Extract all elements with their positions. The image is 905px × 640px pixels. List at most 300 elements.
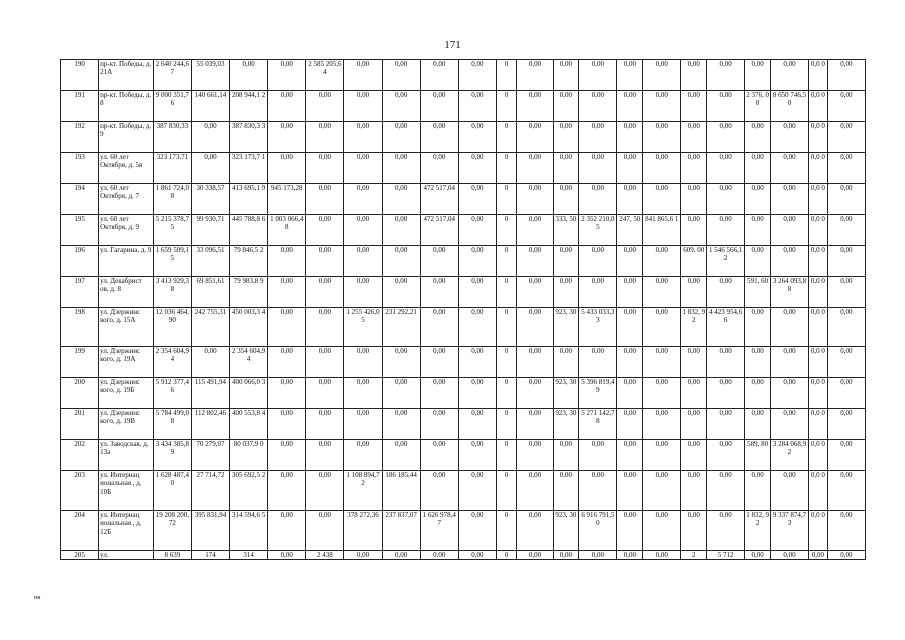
amount-cell: 242 755,31	[191, 308, 229, 347]
amount-cell: 0,00	[770, 246, 808, 277]
table-row	[61, 215, 866, 246]
address-cell: ул. Дзержинс кого, д. 19В	[99, 409, 154, 440]
amount-cell: 140 661,14	[191, 91, 229, 122]
amount-cell: 0,00	[707, 122, 745, 153]
amount-cell: 314	[230, 551, 268, 560]
row-number-cell: 194	[61, 184, 99, 215]
amount-cell: 0,00	[770, 471, 808, 511]
amount-cell: 1 546 566,1 2	[707, 246, 745, 277]
amount-cell: 0,00	[517, 60, 553, 91]
table-row	[61, 409, 866, 440]
amount-cell: 0,00	[517, 409, 553, 440]
amount-cell: 0,00	[643, 122, 681, 153]
amount-cell: 0,00	[458, 215, 496, 246]
amount-cell: 0,00	[643, 551, 681, 560]
amount-cell: 0,00	[306, 153, 344, 184]
amount-cell: 3 264 093,88	[770, 277, 808, 308]
amount-cell: 0,00	[268, 378, 306, 409]
amount-cell: 0,00	[827, 347, 865, 378]
amount-cell: 0,00	[770, 60, 808, 91]
amount-cell: 0,00	[745, 471, 771, 511]
amount-cell: 0,00	[617, 308, 643, 347]
amount-cell: 8 639	[153, 551, 191, 560]
address-cell: ул. Дзержинс кого, д. 15А	[99, 308, 154, 347]
amount-cell: 69 851,61	[191, 277, 229, 308]
amount-cell: 0,00	[745, 184, 771, 215]
amount-cell: 2	[681, 551, 707, 560]
amount-cell: 0,00	[344, 277, 382, 308]
amount-cell: 0	[496, 471, 517, 511]
amount-cell: 0,00	[382, 440, 420, 471]
amount-cell: 0,00	[230, 60, 268, 91]
amount-cell: 0,00	[745, 551, 771, 560]
amount-cell: 0,00	[382, 215, 420, 246]
amount-cell: 0,00	[553, 153, 579, 184]
amount-cell: 0,00	[643, 511, 681, 551]
amount-cell: 0,00	[268, 511, 306, 551]
amount-cell: 1 626 978,47	[420, 511, 458, 551]
amount-cell: 0,00	[517, 347, 553, 378]
amount-cell: 0,00	[707, 277, 745, 308]
amount-cell: 0,0 0	[809, 511, 828, 551]
address-cell: ул. Гагарина, д. 9	[99, 246, 154, 277]
amount-cell: 1 003 066,48	[268, 215, 306, 246]
row-number-cell: 204	[61, 511, 99, 551]
amount-cell: 0,00	[382, 409, 420, 440]
amount-cell: 0,00	[579, 91, 617, 122]
amount-cell: 323 173,71	[153, 153, 191, 184]
amount-cell: 5 784 499,08	[153, 409, 191, 440]
amount-cell: 5 271 142,78	[579, 409, 617, 440]
amount-cell: 9 000 351,76	[153, 91, 191, 122]
amount-cell: 1 659 509,15	[153, 246, 191, 277]
row-number-cell: 190	[61, 60, 99, 91]
table-row	[61, 184, 866, 215]
amount-cell: 0,00	[458, 60, 496, 91]
amount-cell: 0,00	[681, 471, 707, 511]
row-number-cell: 195	[61, 215, 99, 246]
amount-cell: 305 692,5 2	[230, 471, 268, 511]
amount-cell: 0,00	[344, 184, 382, 215]
amount-cell: 115 491,94	[191, 378, 229, 409]
amount-cell: 0,00	[827, 60, 865, 91]
amount-cell: 0,00	[517, 153, 553, 184]
amount-cell: 0,00	[344, 246, 382, 277]
amount-cell: 9 337 874,73	[770, 511, 808, 551]
address-cell: ул. 60 лет Октября, д. 5в	[99, 153, 154, 184]
amount-cell: 0,00	[827, 153, 865, 184]
amount-cell: 0,00	[458, 551, 496, 560]
amount-cell: 0,00	[420, 122, 458, 153]
amount-cell: 0,00	[517, 511, 553, 551]
table-row	[61, 511, 866, 551]
amount-cell: 387 830,3 3	[230, 122, 268, 153]
amount-cell: 0,00	[553, 440, 579, 471]
amount-cell: 0,00	[827, 551, 865, 560]
amount-cell: 0,00	[458, 511, 496, 551]
table-row	[61, 308, 866, 347]
amount-cell: 0	[496, 122, 517, 153]
amount-cell: 0,00	[191, 153, 229, 184]
table-row	[61, 277, 866, 308]
amount-cell: 79 846,5 2	[230, 246, 268, 277]
amount-cell: 0,00	[643, 347, 681, 378]
amount-cell: 0,00	[458, 91, 496, 122]
amount-cell: 0,00	[458, 122, 496, 153]
amount-cell: 0,00	[681, 347, 707, 378]
amount-cell: 186 185,44	[382, 471, 420, 511]
amount-cell: 0,00	[617, 347, 643, 378]
amount-cell: 27 714,72	[191, 471, 229, 511]
amount-cell: 0,00	[458, 409, 496, 440]
amount-cell: 3 413 929,38	[153, 277, 191, 308]
amount-cell: 0,00	[707, 215, 745, 246]
amount-cell: 231 292,21	[382, 308, 420, 347]
amount-cell: 0,00	[553, 277, 579, 308]
amount-cell: 0	[496, 378, 517, 409]
amount-cell: 0,00	[553, 60, 579, 91]
amount-cell: 0,00	[420, 347, 458, 378]
amount-cell: 0,00	[382, 246, 420, 277]
amount-cell: 0,00	[553, 91, 579, 122]
amount-cell: 0,00	[707, 471, 745, 511]
amount-cell: 247, 50	[617, 215, 643, 246]
row-number-cell: 205	[61, 551, 99, 560]
amount-cell: 79 983,8 9	[230, 277, 268, 308]
amount-cell: 0,00	[553, 347, 579, 378]
amount-cell: 0,00	[306, 511, 344, 551]
amount-cell: 0,0 0	[809, 277, 828, 308]
amount-cell: 33 096,51	[191, 246, 229, 277]
amount-cell: 5 912 377,46	[153, 378, 191, 409]
amount-cell: 0,00	[745, 122, 771, 153]
row-number-cell: 196	[61, 246, 99, 277]
amount-cell: 609, 00	[681, 246, 707, 277]
address-cell: ул. 60 лет Октября, д. 7	[99, 184, 154, 215]
amount-cell: 5 433 033,33	[579, 308, 617, 347]
amount-cell: 174	[191, 551, 229, 560]
amount-cell: 0,00	[344, 91, 382, 122]
amount-cell: 0,00	[306, 378, 344, 409]
amount-cell: 0,00	[745, 215, 771, 246]
amount-cell: 0,0 0	[809, 184, 828, 215]
amount-cell: 0,00	[344, 122, 382, 153]
amount-cell: 0,00	[827, 246, 865, 277]
amount-cell: 0,00	[517, 184, 553, 215]
row-number-cell: 192	[61, 122, 99, 153]
amount-cell: 0,00	[517, 246, 553, 277]
amount-cell: 0,00	[420, 60, 458, 91]
amount-cell: 1 628 487,40	[153, 471, 191, 511]
amount-cell: 0,00	[553, 471, 579, 511]
amount-cell: 923, 30	[553, 378, 579, 409]
amount-cell: 0,00	[517, 91, 553, 122]
amount-cell: 0,00	[770, 215, 808, 246]
amount-cell: 0,00	[458, 184, 496, 215]
amount-cell: 55 039,03	[191, 60, 229, 91]
amount-cell: 0,00	[827, 91, 865, 122]
amount-cell: 1 255 426,05	[344, 308, 382, 347]
amount-cell: 0,00	[579, 153, 617, 184]
amount-cell: 0,00	[268, 347, 306, 378]
amount-cell: 0,00	[517, 308, 553, 347]
amount-cell: 0,00	[344, 347, 382, 378]
amount-cell: 0,00	[458, 153, 496, 184]
amount-cell: 0,00	[306, 347, 344, 378]
amount-cell: 0,00	[420, 308, 458, 347]
row-number-cell: 199	[61, 347, 99, 378]
amount-cell: 945 173,28	[268, 184, 306, 215]
amount-cell: 0,0 0	[809, 409, 828, 440]
amount-cell: 0,00	[617, 440, 643, 471]
amount-cell: 400 066,0 3	[230, 378, 268, 409]
amount-cell: 0,00	[382, 277, 420, 308]
amount-cell: 0,00	[579, 122, 617, 153]
amount-cell: 0,00	[579, 347, 617, 378]
amount-cell: 0,00	[827, 471, 865, 511]
amount-cell: 589, 80	[745, 440, 771, 471]
amount-cell: 2 640 244,67	[153, 60, 191, 91]
amount-cell: 0,00	[770, 551, 808, 560]
amount-cell: 0,00	[306, 277, 344, 308]
amount-cell: 0,00	[681, 60, 707, 91]
amount-cell: 30 338,57	[191, 184, 229, 215]
amount-cell: 0,00	[344, 440, 382, 471]
amount-cell: 0,00	[681, 440, 707, 471]
amount-cell: 0,0 0	[809, 471, 828, 511]
amount-cell: 0	[496, 551, 517, 560]
amount-cell: 0,00	[617, 246, 643, 277]
address-cell: ул. Дзержинс кого, д. 19А	[99, 347, 154, 378]
amount-cell: 0,00	[382, 378, 420, 409]
amount-cell: 0,00	[517, 215, 553, 246]
amount-cell: 0,00	[458, 378, 496, 409]
amount-cell: 0,00	[382, 153, 420, 184]
row-number-cell: 201	[61, 409, 99, 440]
row-number-cell: 200	[61, 378, 99, 409]
amount-cell: 1 861 724,08	[153, 184, 191, 215]
amount-cell: 0,00	[681, 511, 707, 551]
footnote-mark: нн	[34, 595, 41, 601]
amount-cell: 0	[496, 91, 517, 122]
register-table	[60, 59, 866, 560]
amount-cell: 0,00	[420, 153, 458, 184]
amount-cell: 112 802,46	[191, 409, 229, 440]
amount-cell: 1 832, 92	[745, 511, 771, 551]
amount-cell: 0,00	[306, 122, 344, 153]
amount-cell: 0,00	[681, 122, 707, 153]
amount-cell: 0,00	[827, 409, 865, 440]
amount-cell: 0,00	[643, 471, 681, 511]
amount-cell: 413 695,1 9	[230, 184, 268, 215]
amount-cell: 0,00	[745, 246, 771, 277]
address-cell: ул. Декабрист ов, д. 8	[99, 277, 154, 308]
amount-cell: 0,00	[617, 60, 643, 91]
amount-cell: 0,00	[458, 347, 496, 378]
amount-cell: 0,00	[745, 409, 771, 440]
amount-cell: 0,00	[707, 511, 745, 551]
amount-cell: 0,00	[617, 91, 643, 122]
amount-cell: 323 173,7 1	[230, 153, 268, 184]
amount-cell: 0,00	[382, 347, 420, 378]
table-row	[61, 440, 866, 471]
amount-cell: 0,00	[268, 277, 306, 308]
amount-cell: 0,00	[707, 184, 745, 215]
amount-cell: 0,00	[745, 308, 771, 347]
amount-cell: 2 352 210,05	[579, 215, 617, 246]
amount-cell: 0,00	[681, 409, 707, 440]
amount-cell: 0,00	[458, 308, 496, 347]
amount-cell: 0,00	[344, 378, 382, 409]
address-cell: пр-кт. Победы, д. 8	[99, 91, 154, 122]
amount-cell: 0,00	[617, 511, 643, 551]
amount-cell: 0,00	[344, 153, 382, 184]
amount-cell: 314 594,6 5	[230, 511, 268, 551]
amount-cell: 0,00	[579, 471, 617, 511]
amount-cell: 0,00	[517, 471, 553, 511]
amount-cell: 0,00	[827, 440, 865, 471]
amount-cell: 3 284 068,92	[770, 440, 808, 471]
amount-cell: 923, 30	[553, 409, 579, 440]
amount-cell: 237 837,07	[382, 511, 420, 551]
amount-cell: 923, 30	[553, 308, 579, 347]
row-number-cell: 202	[61, 440, 99, 471]
amount-cell: 0,00	[643, 308, 681, 347]
amount-cell: 3 434 385,89	[153, 440, 191, 471]
amount-cell: 0,00	[420, 440, 458, 471]
amount-cell: 0,0 0	[809, 440, 828, 471]
amount-cell: 0,00	[420, 551, 458, 560]
amount-cell: 0,00	[553, 184, 579, 215]
amount-cell: 99 930,71	[191, 215, 229, 246]
amount-cell: 0,00	[770, 184, 808, 215]
amount-cell: 0,00	[382, 551, 420, 560]
amount-cell: 0,00	[458, 246, 496, 277]
amount-cell: 0,00	[191, 122, 229, 153]
amount-cell: 0	[496, 184, 517, 215]
amount-cell: 0	[496, 347, 517, 378]
amount-cell: 0,0 0	[809, 60, 828, 91]
amount-cell: 0,00	[643, 440, 681, 471]
amount-cell: 591, 60	[745, 277, 771, 308]
amount-cell: 0,00	[745, 347, 771, 378]
amount-cell: 0,00	[458, 471, 496, 511]
amount-cell: 0,00	[617, 551, 643, 560]
amount-cell: 0,00	[268, 551, 306, 560]
amount-cell: 2 585 205,64	[306, 60, 344, 91]
amount-cell: 0,0 0	[809, 347, 828, 378]
amount-cell: 0,00	[745, 60, 771, 91]
amount-cell: 0,00	[579, 440, 617, 471]
amount-cell: 0,00	[344, 409, 382, 440]
amount-cell: 0,00	[306, 471, 344, 511]
amount-cell: 0,00	[643, 91, 681, 122]
amount-cell: 0,00	[517, 277, 553, 308]
amount-cell: 0	[496, 60, 517, 91]
amount-cell: 0,00	[382, 184, 420, 215]
amount-cell: 387 830,33	[153, 122, 191, 153]
table-row	[61, 153, 866, 184]
amount-cell: 0,00	[681, 378, 707, 409]
amount-cell: 0,00	[681, 153, 707, 184]
amount-cell: 0,00	[268, 153, 306, 184]
address-cell: ул. Интернац иональная , д. 10Б	[99, 471, 154, 511]
amount-cell: 80 037,9 0	[230, 440, 268, 471]
amount-cell: 8 650 746,50	[770, 91, 808, 122]
amount-cell: 445 788,8 6	[230, 215, 268, 246]
amount-cell: 0,00	[827, 511, 865, 551]
amount-cell: 0,00	[770, 308, 808, 347]
table-row	[61, 551, 866, 560]
amount-cell: 0,00	[643, 184, 681, 215]
amount-cell: 923, 30	[553, 511, 579, 551]
amount-cell: 0,00	[643, 409, 681, 440]
amount-cell: 0,0 0	[809, 122, 828, 153]
amount-cell: 6 916 791,50	[579, 511, 617, 551]
amount-cell: 0,00	[191, 347, 229, 378]
amount-cell: 0,00	[707, 440, 745, 471]
amount-cell: 0,00	[420, 246, 458, 277]
amount-cell: 0,00	[268, 308, 306, 347]
amount-cell: 5 712	[707, 551, 745, 560]
amount-cell: 0,0 0	[809, 378, 828, 409]
amount-cell: 0,00	[579, 60, 617, 91]
amount-cell: 0,00	[707, 153, 745, 184]
amount-cell: 0,0 0	[809, 91, 828, 122]
amount-cell: 378 272,36	[344, 511, 382, 551]
row-number-cell: 197	[61, 277, 99, 308]
amount-cell: 0	[496, 440, 517, 471]
amount-cell: 0,00	[268, 409, 306, 440]
amount-cell: 0,00	[643, 153, 681, 184]
address-cell: ул.	[99, 551, 154, 560]
amount-cell: 0,00	[517, 551, 553, 560]
row-number-cell: 203	[61, 471, 99, 511]
amount-cell: 472 517,04	[420, 215, 458, 246]
amount-cell: 841 865,6 1	[643, 215, 681, 246]
page-number: 171	[444, 39, 461, 51]
amount-cell: 0,00	[617, 122, 643, 153]
amount-cell: 0,00	[617, 409, 643, 440]
amount-cell: 0,00	[643, 60, 681, 91]
amount-cell: 0,00	[617, 184, 643, 215]
amount-cell: 0,00	[382, 60, 420, 91]
table-row	[61, 347, 866, 378]
amount-cell: 0,00	[268, 91, 306, 122]
row-number-cell: 198	[61, 308, 99, 347]
row-number-cell: 191	[61, 91, 99, 122]
amount-cell: 0,00	[617, 471, 643, 511]
amount-cell: 0	[496, 308, 517, 347]
amount-cell: 0,00	[681, 277, 707, 308]
amount-cell: 0,00	[306, 91, 344, 122]
amount-cell: 0,00	[306, 409, 344, 440]
amount-cell: 0,00	[517, 440, 553, 471]
row-number-cell: 193	[61, 153, 99, 184]
amount-cell: 0,00	[553, 122, 579, 153]
amount-cell: 0,00	[579, 184, 617, 215]
amount-cell: 0,00	[707, 347, 745, 378]
amount-cell: 0,0 0	[809, 246, 828, 277]
amount-cell: 0,00	[579, 277, 617, 308]
amount-cell: 0,00	[458, 440, 496, 471]
amount-cell: 0,00	[517, 122, 553, 153]
amount-cell: 5 215 378,75	[153, 215, 191, 246]
amount-cell: 0,00	[268, 122, 306, 153]
amount-cell: 0,00	[420, 409, 458, 440]
table-row	[61, 246, 866, 277]
amount-cell: 0,00	[306, 308, 344, 347]
